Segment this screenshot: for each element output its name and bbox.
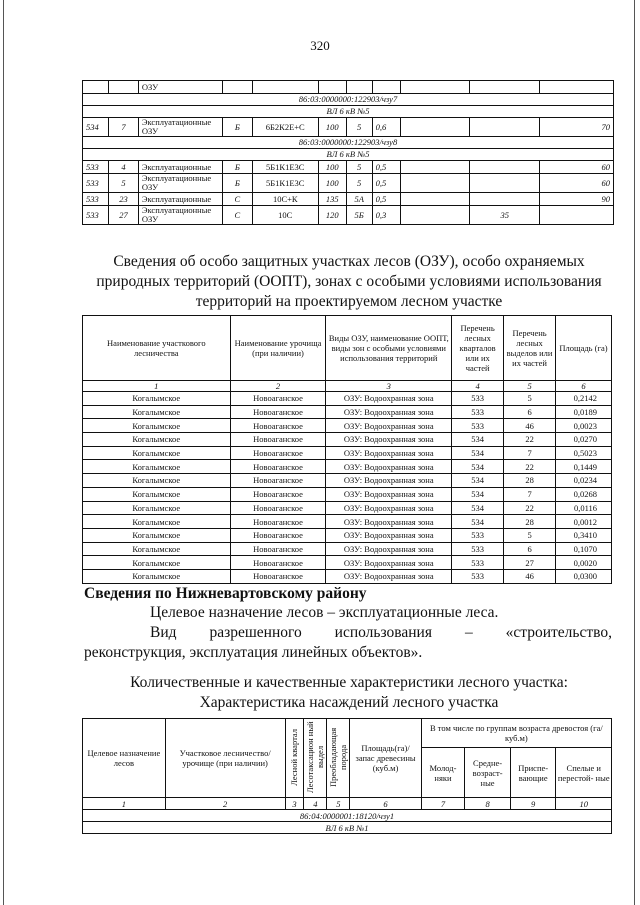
table-row: Когалымское Новоаганское ОЗУ: Водоохранная зона 533 5 0,2142: [83, 392, 612, 406]
table-row: Когалымское Новоаганское ОЗУ: Водоохранная зона 534 28 0,0012: [83, 515, 612, 529]
ozu-table: [82, 315, 612, 584]
table-row: Когалымское Новоаганское ОЗУ: Водоохранная зона 534 22 0,0270: [83, 433, 612, 447]
table-row: Когалымское Новоаганское ОЗУ: Водоохранная зона 533 46 0,0300: [83, 569, 612, 583]
forest-stand-table-continued: [82, 80, 614, 225]
table-separator-row: ВЛ 6 кВ №5: [83, 149, 614, 161]
scan-edge-right: [634, 0, 635, 905]
table-column-numbers: 1 2 3 4 5 6: [83, 381, 612, 392]
table-separator-row: 86:04:0000001:18120/чзу1: [83, 810, 612, 822]
table-separator-row: 86:03:0000000:122903/чзу7: [83, 94, 614, 106]
table-separator-row: 86:03:0000000:122903/чзу8: [83, 137, 614, 149]
table-row: Когалымское Новоаганское ОЗУ: Водоохранная зона 533 6 0,1070: [83, 542, 612, 556]
table-row: Когалымское Новоаганское ОЗУ: Водоохранная зона 533 6 0,0189: [83, 405, 612, 419]
scan-edge-left: [3, 0, 4, 905]
page-number: 320: [310, 38, 330, 53]
table-row: Когалымское Новоаганское ОЗУ: Водоохранная зона 533 27 0,0020: [83, 556, 612, 570]
table-row: Когалымское Новоаганское ОЗУ: Водоохранная зона 533 46 0,0023: [83, 419, 612, 433]
paragraph-permitted-use: Вид разрешенного использования – «строительство, реконструкция, эксплуатация линейных объектов».: [84, 624, 612, 661]
table-row: ОЗУ: [83, 81, 614, 94]
table-header-row: Целевое назначение лесов Участковое лесничество/урочище (при наличии) Лесной квартал Лесотаксацион ный выдел Преобладающая порода Площадь(га)/ запас древесины (куб.м) В том числе по группам возраста древостоя (га/куб.м): [83, 719, 612, 748]
table-column-numbers: 1 2 3 4 5 6 7 8 9 10: [83, 798, 612, 810]
table-row: 533 4 Эксплуатационные Б 5Б1К1Е3С 100 5 0,5 60: [83, 161, 614, 174]
characteristics-heading: Количественные и качественные характеристики лесного участка: Характеристика насаждений лесного участка: [130, 674, 568, 711]
table-separator-row: ВЛ 6 кВ №1: [83, 822, 612, 834]
table-row: Когалымское Новоаганское ОЗУ: Водоохранная зона 534 7 0,0268: [83, 487, 612, 501]
section-title: Сведения по Нижневартовскому району: [84, 585, 367, 602]
paragraph-purpose: Целевое назначение лесов – эксплуатационные леса.: [150, 604, 499, 621]
table-row: Когалымское Новоаганское ОЗУ: Водоохранная зона 533 5 0,3410: [83, 528, 612, 542]
table-row: 534 7 Эксплуатационные ОЗУ Б 6Б2К2Е+С 100 5 0,6 70: [83, 118, 614, 137]
table-header-row: Молод- няки Средне- возраст- ные Приспе- вающие Спелые и перестой- ные: [83, 748, 612, 798]
table-separator-row: ВЛ 6 кВ №5: [83, 106, 614, 118]
table-row: 533 27 Эксплуатационные ОЗУ С 10С 120 5Б 0,3 35: [83, 206, 614, 225]
table-row: Когалымское Новоаганское ОЗУ: Водоохранная зона 534 7 0,5023: [83, 446, 612, 460]
table-row: Когалымское Новоаганское ОЗУ: Водоохранная зона 534 28 0,0234: [83, 474, 612, 488]
table-row: Когалымское Новоаганское ОЗУ: Водоохранная зона 534 22 0,0116: [83, 501, 612, 515]
table-row: Когалымское Новоаганское ОЗУ: Водоохранная зона 534 22 0,1449: [83, 460, 612, 474]
table-header-row: Наименование участкового лесничества Наименование урочища (при наличии) Виды ОЗУ, наименование ООПТ, виды зон с особыми условиями использования территорий Перечень лесных кварталов или их частей Перечень лесных выделов или их частей Площадь (га): [83, 316, 612, 381]
stand-characteristics-table: [82, 718, 612, 834]
ozu-section-heading: Сведения об особо защитных участках лесов (ОЗУ), особо охраняемых природных территорий (ООПТ), зонах с особыми условиями использования территорий на проектируемом лесном участке: [96, 253, 602, 310]
table-row: 533 23 Эксплуатационные С 10С+К 135 5А 0,5 90: [83, 193, 614, 206]
table-row: 533 5 Эксплуатационные ОЗУ Б 5Б1К1Е3С 100 5 0,5 60: [83, 174, 614, 193]
